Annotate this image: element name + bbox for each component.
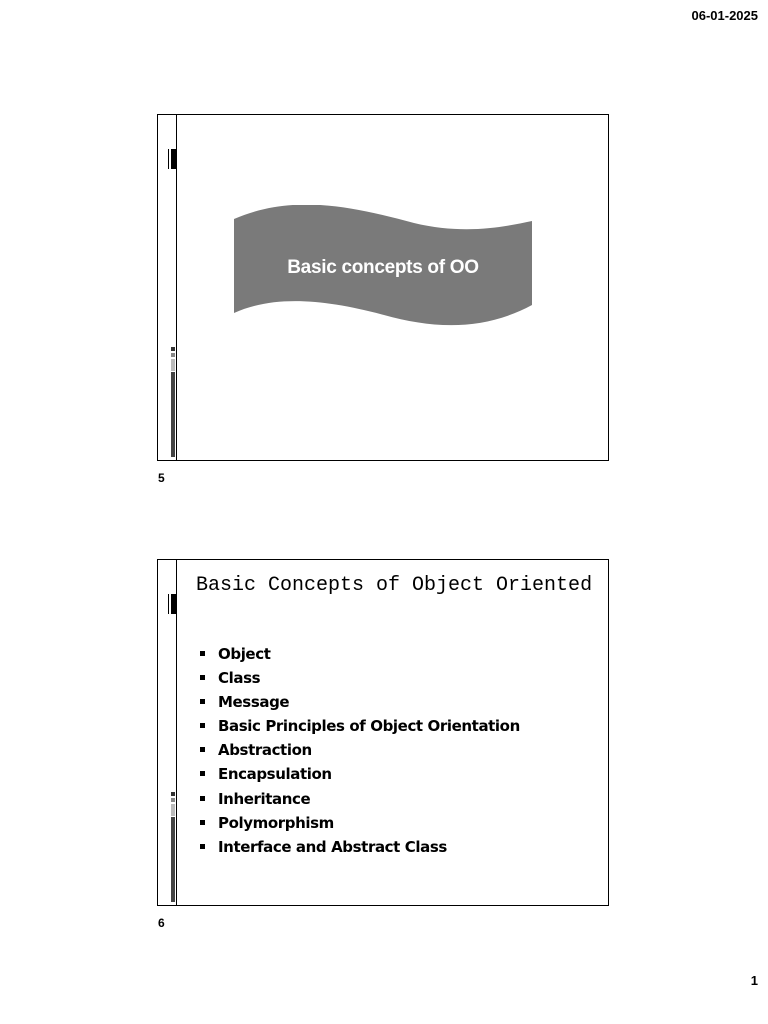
list-item: Object — [200, 644, 520, 668]
slide-decoration-top — [170, 149, 176, 169]
bullet-square-icon — [200, 723, 205, 728]
list-item: Inheritance — [200, 789, 520, 813]
bullet-square-icon — [200, 844, 205, 849]
slide-decoration-bottom — [171, 347, 175, 457]
slide-6 — [157, 559, 609, 906]
slide-sidebar-line — [176, 115, 177, 460]
slide-number: 6 — [158, 916, 165, 930]
bullet-square-icon — [200, 771, 205, 776]
bullet-square-icon — [200, 675, 205, 680]
page-number: 1 — [750, 973, 758, 988]
slide-title: Basic Concepts of Object Oriented — [196, 574, 593, 597]
slide-decoration-top — [170, 594, 176, 614]
slide-sidebar-line — [176, 560, 177, 905]
bullet-square-icon — [200, 796, 205, 801]
slide-decoration-bottom — [171, 792, 175, 902]
bullet-square-icon — [200, 651, 205, 656]
list-item: Class — [200, 668, 520, 692]
slide-number: 5 — [158, 471, 165, 485]
bullet-square-icon — [200, 820, 205, 825]
list-item: Interface and Abstract Class — [200, 837, 520, 861]
list-item: Encapsulation — [200, 764, 520, 788]
list-item: Abstraction — [200, 740, 520, 764]
section-title: Basic concepts of OO — [287, 257, 479, 278]
document-date: 06-01-2025 — [691, 8, 758, 23]
list-item: Message — [200, 692, 520, 716]
bullet-square-icon — [200, 699, 205, 704]
slide-5 — [157, 114, 609, 461]
list-item: Polymorphism — [200, 813, 520, 837]
list-item: Basic Principles of Object Orientation — [200, 716, 520, 740]
bullet-list — [200, 644, 520, 861]
bullet-square-icon — [200, 747, 205, 752]
